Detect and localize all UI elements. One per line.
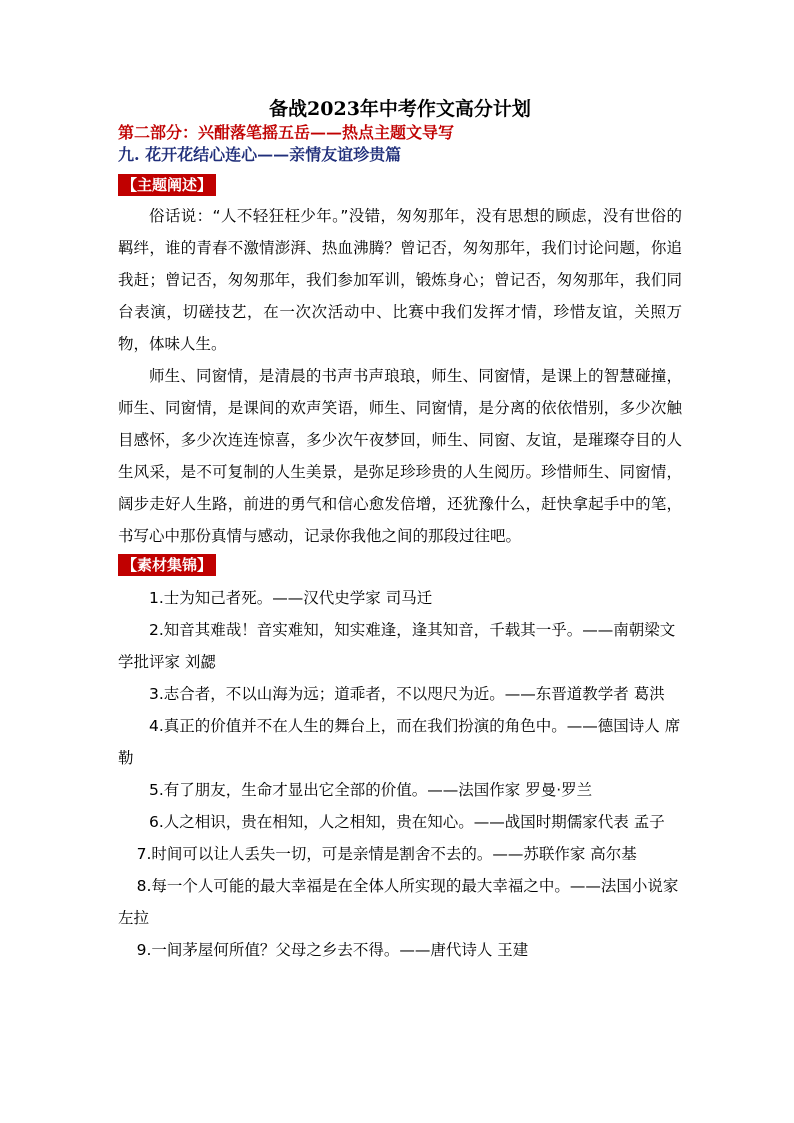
theme-label: 【主题阐述】 xyxy=(118,174,216,196)
theme-paragraph-1: 俗话说：“人不轻狂枉少年。”没错，匆匆那年，没有思想的顾虑，没有世俗的羁绊，谁的青春不激情澎湃、热血沸腾？曾记否，匆匆那年，我们讨论问题，你追我赶；曾记否，匆匆那年，我们参加军训，锻炼身心；曾记否，匆匆那年，我们同台表演，切磋技艺，在一次次活动中、比赛中我们发挥才情，珍惜友谊，关照万物，体味人生。 xyxy=(118,207,682,353)
section-title: 九. 花开花结心连心——亲情友谊珍贵篇 xyxy=(118,145,402,164)
theme-section xyxy=(118,172,682,552)
document-title: 备战2023年中考作文高分计划 xyxy=(269,98,531,120)
quote-item: 5.有了朋友，生命才显出它全部的价值。——法国作家 罗曼·罗兰 xyxy=(149,781,593,799)
theme-paragraph-2: 师生、同窗情，是清晨的书声书声琅琅，师生、同窗情，是课上的智慧碰撞，师生、同窗情，是课间的欢声笑语，师生、同窗情，是分离的依依惜别，多少次触目感怀，多少次连连惊喜，多少次午夜梦回，师生、同窗、友谊，是璀璨夺目的人生风采，是不可复制的人生美景，是弥足珍珍贵的人生阅历。珍惜师生、同窗情，阔步走好人生路，前进的勇气和信心愈发倍增，还犹豫什么，赶快拿起手中的笔，书写心中那份真情与感动，记录你我他之间的那段过往吧。 xyxy=(118,367,682,545)
quote-item: 2.知音其难哉！音实难知，知实难逢，逢其知音，千载其一乎。——南朝梁文学批评家 刘勰 xyxy=(118,621,676,671)
quote-item: 9.一间茅屋何所值？父母之乡去不得。——唐代诗人 王建 xyxy=(136,941,529,959)
part-title: 第二部分：兴酣落笔摇五岳——热点主题文导写 xyxy=(118,123,455,142)
quote-item: 6.人之相识，贵在相知，人之相知，贵在知心。——战国时期儒家代表 孟子 xyxy=(149,813,665,831)
quote-list xyxy=(118,582,682,966)
materials-section xyxy=(118,552,682,966)
document-page xyxy=(118,96,682,966)
quote-item: 1.士为知己者死。——汉代史学家 司马迁 xyxy=(149,589,433,607)
quote-item: 8.每一个人可能的最大幸福是在全体人所实现的最大幸福之中。——法国小说家 左拉 xyxy=(118,877,679,927)
quote-item: 4.真正的价值并不在人生的舞台上，而在我们扮演的角色中。——德国诗人 席勒 xyxy=(118,717,681,767)
materials-label: 【素材集锦】 xyxy=(118,554,216,576)
quote-item: 7.时间可以让人丢失一切，可是亲情是割舍不去的。——苏联作家 高尔基 xyxy=(136,845,637,863)
quote-item: 3.志合者，不以山海为远；道乖者，不以咫尺为近。——东晋道教学者 葛洪 xyxy=(149,685,665,703)
